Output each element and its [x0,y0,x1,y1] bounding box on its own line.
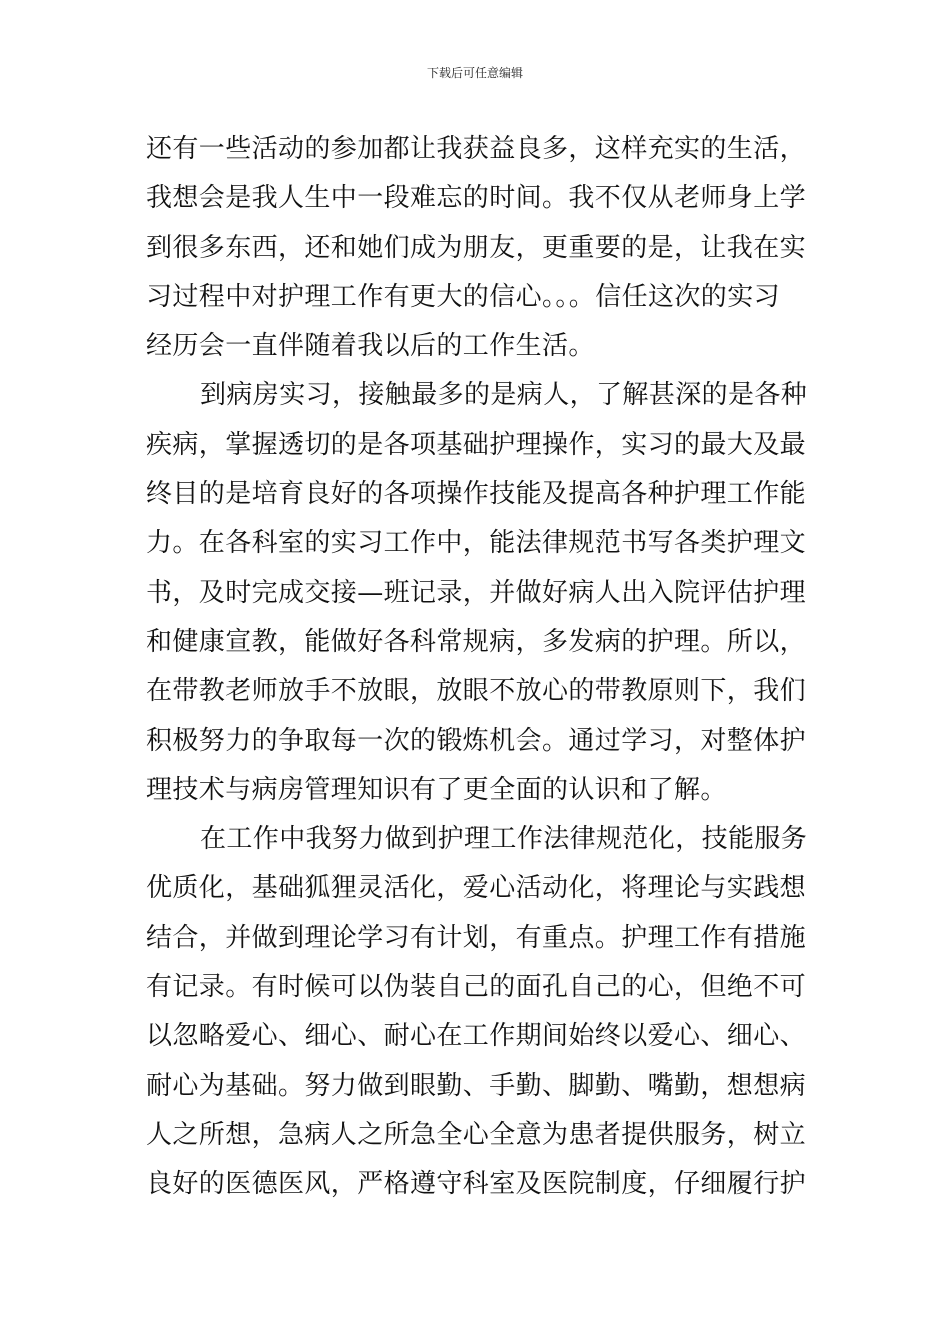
paragraph-3-line-2: 优质化，基础狐狸灵活化，爱心活动化，将理论与实践想 [146,873,807,904]
paragraph-2-line-8: 积极努力的争取每一次的锻炼机会。通过学习，对整体护 [146,725,807,756]
paragraph-1-line-5: 经历会一直伴随着我以后的工作生活。 [146,331,595,362]
paragraph-3-line-6: 耐心为基础。努力做到眼勤、手勤、脚勤、嘴勤，想想病 [146,1070,807,1101]
paragraph-1-line-1: 还有一些活动的参加都让我获益良多，这样充实的生活， [146,134,807,164]
document-body [146,125,806,1210]
paragraph-2-line-5: 书，及时完成交接—班记录，并做好病人出入院评估护理 [146,577,807,608]
paragraph-3-line-3: 结合，并做到理论学习有计划，有重点。护理工作有措施 [146,922,807,953]
paragraph-2-line-1: 到病房实习，接触最多的是病人，了解甚深的是各种 [200,380,808,411]
paragraph-3-line-7: 人之所想，急病人之所急全心全意为患者提供服务，树立 [146,1119,807,1150]
paragraph-3-line-4: 有记录。有时候可以伪装自己的面孔自己的心，但绝不可 [146,972,807,1003]
paragraph-2-line-6: 和健康宣教，能做好各科常规病，多发病的护理。所以， [146,626,807,657]
paragraph-1-line-2: 我想会是我人生中一段难忘的时间。我不仅从老师身上学 [146,183,807,214]
paragraph-2-line-4: 力。在各科室的实习工作中，能法律规范书写各类护理文 [146,528,807,559]
paragraph-1-line-3: 到很多东西，还和她们成为朋友，更重要的是，让我在实 [146,232,807,263]
paragraph-2-line-2: 疾病，掌握透切的是各项基础护理操作，实习的最大及最 [146,429,807,460]
paragraph-1-line-4: 习过程中对护理工作有更大的信心。。。信任这次的实习 [146,281,781,312]
page-header: 下载后可任意编辑 [426,66,523,80]
paragraph-2-line-9: 理技术与病房管理知识有了更全面的认识和了解。 [146,774,727,805]
paragraph-3-line-8: 良好的医德医风，严格遵守科室及医院制度，仔细履行护 [146,1169,807,1200]
paragraph-2-line-3: 终目的是培育良好的各项操作技能及提高各种护理工作能 [146,479,807,510]
paragraph-3-line-5: 以忽略爱心、细心、耐心在工作期间始终以爱心、细心、 [146,1021,807,1052]
paragraph-2-line-7: 在带教老师放手不放眼，放眼不放心的带教原则下，我们 [146,676,807,707]
paragraph-3-line-1: 在工作中我努力做到护理工作法律规范化，技能服务 [200,824,808,855]
